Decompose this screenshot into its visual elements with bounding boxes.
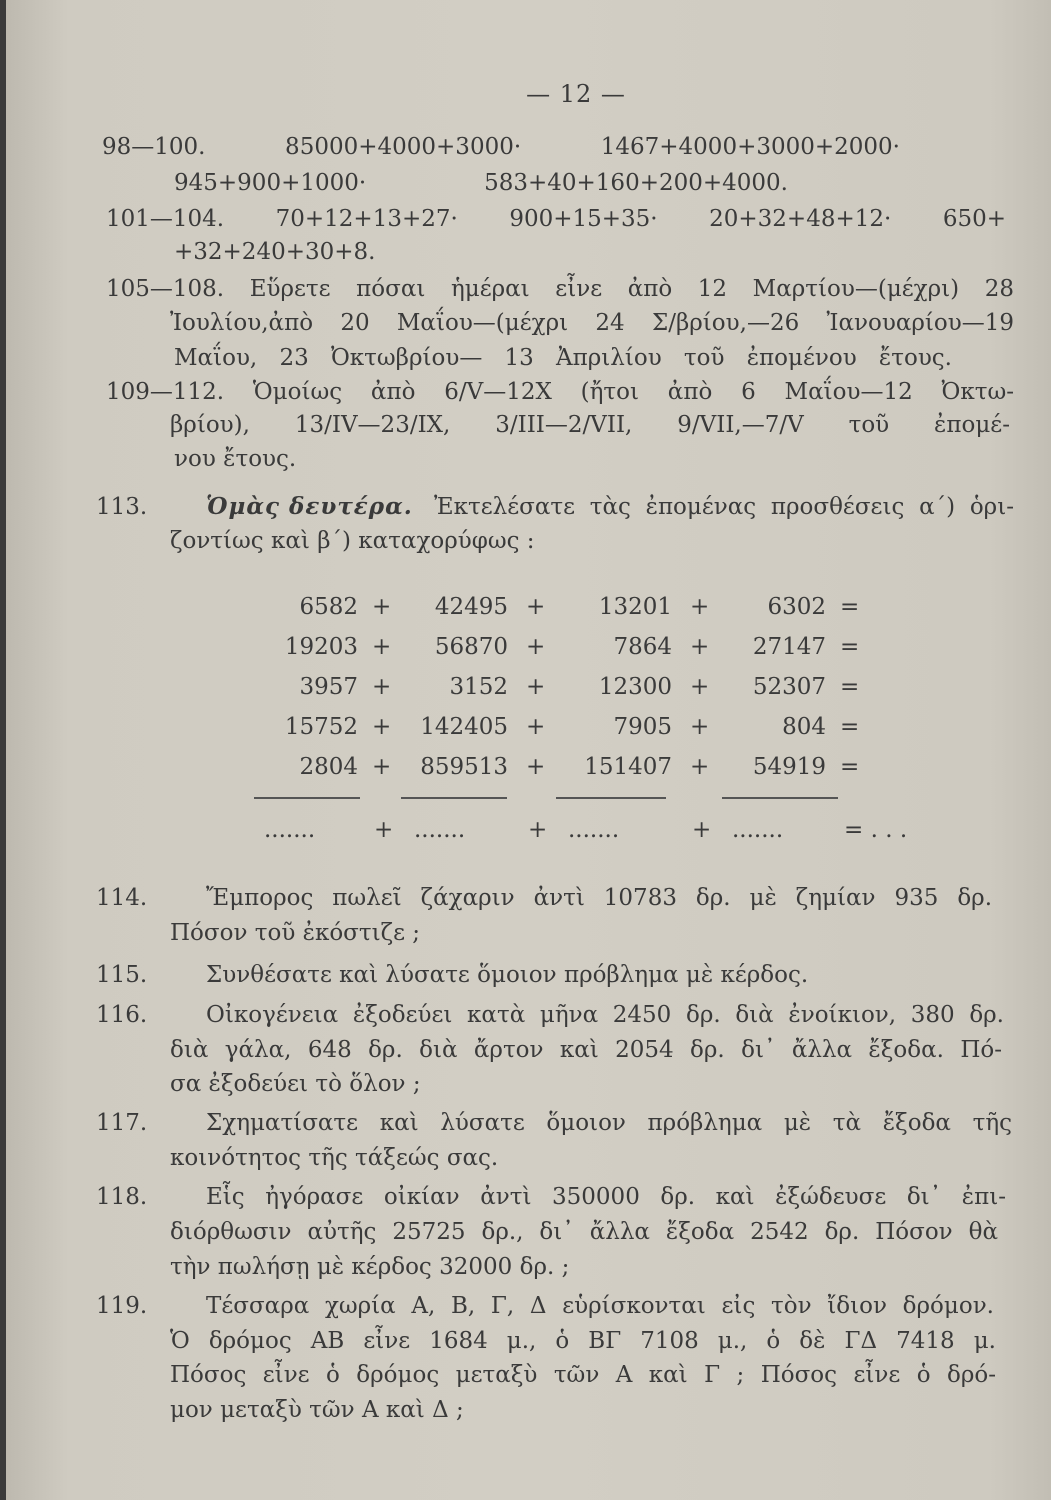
equals-sign: = (840, 714, 860, 740)
addend-cell: 56870 (434, 634, 508, 660)
sum-underline (722, 797, 838, 799)
plus-sign: + (690, 634, 710, 660)
exercise-113-line1: Ἐκτελέσατε τὰς ἐπομένας προσθέσεις α΄) ὁρι- (434, 494, 1014, 520)
equals-sign: = (840, 594, 860, 620)
plus-sign: + (690, 594, 710, 620)
addend-cell: 54919 (752, 754, 826, 780)
problem-119-line: Τέσσαρα χωρία Α, Β, Γ, Δ εὑρίσκονται εἰς τὸν ἴδιον δρόμον. (206, 1293, 994, 1319)
sum-underline (556, 797, 666, 799)
addend-cell: 42495 (434, 594, 508, 620)
exercise-109-112-line3: νου ἔτους. (174, 446, 297, 472)
plus-sign: + (372, 674, 392, 700)
sum-row (6, 815, 1051, 845)
problem-116-line: Οἰκογένεια ἐξοδεύει κατὰ μῆνα 2450 δρ. διὰ ἐνοίκιον, 380 δρ. (206, 1002, 1004, 1028)
plus-sign: + (526, 674, 546, 700)
exercise-101-104-line2: +32+240+30+8. (174, 239, 376, 265)
addition-row (6, 672, 1051, 702)
problem-114-line: Πόσον τοῦ ἐκόστιζε ; (170, 920, 421, 946)
equals-sign: = (840, 634, 860, 660)
problem-119-line: Πόσος εἶνε ὁ δρόμος μεταξὺ τῶν Α καὶ Γ ; Πόσος εἶνε ὁ δρό- (170, 1362, 996, 1388)
problem-115-number: 115. (96, 962, 148, 988)
addend-cell: 7905 (613, 714, 672, 740)
plus-sign: + (528, 817, 548, 843)
problem-118-number: 118. (96, 1184, 148, 1210)
exercise-98-100-line2: 945+900+1000· 583+40+160+200+4000. (174, 170, 788, 196)
problem-117-line: Σχηματίσατε καὶ λύσατε ὅμοιον πρόβλημα μὲ τὰ ἔξοδα τῆς (206, 1110, 1012, 1136)
addition-row (6, 592, 1051, 622)
exercise-109-112-line2: βρίου), 13/IV—23/IX, 3/III—2/VII, 9/VII,—7/V τοῦ ἐπομέ- (170, 412, 1010, 438)
problem-116-line: σα ἐξοδεύει τὸ ὅλον ; (170, 1071, 421, 1097)
addend-cell: 151407 (584, 754, 672, 780)
plus-sign: + (526, 634, 546, 660)
plus-sign: + (690, 674, 710, 700)
exercise-113-heading (206, 492, 413, 522)
page-number: — 12 — (526, 80, 626, 108)
exercise-113-number: 113. (96, 494, 148, 520)
exercise-101-104-line1: 101—104. 70+12+13+27· 900+15+35· 20+32+48+12· 650+ (106, 206, 1006, 232)
addition-row (6, 712, 1051, 742)
exercise-105-108-line3: Μαΐου, 23 Ὀκτωβρίου— 13 Ἀπριλίου τοῦ ἐπομένου ἔτους. (174, 345, 952, 371)
addend-cell: 3957 (299, 674, 358, 700)
addend-cell: 19203 (284, 634, 358, 660)
problem-119-line: μον μεταξὺ τῶν Α καὶ Δ ; (170, 1397, 464, 1423)
addend-cell: 859513 (420, 754, 508, 780)
sum-underline (254, 797, 360, 799)
sum-cell: ....... (732, 817, 784, 843)
addend-cell: 6582 (299, 594, 358, 620)
plus-sign: + (526, 594, 546, 620)
plus-sign: + (372, 594, 392, 620)
problem-119-line: Ὁ δρόμος ΑΒ εἶνε 1684 μ., ὁ ΒΓ 7108 μ., ὁ δὲ ΓΔ 7418 μ. (170, 1328, 996, 1354)
addend-cell: 2804 (299, 754, 358, 780)
sum-cell: ....... (568, 817, 620, 843)
problem-114-line: Ἔμπορος πωλεῖ ζάχαριν ἀντὶ 10783 δρ. μὲ ζημίαν 935 δρ. (206, 885, 992, 911)
equals-sign: = (840, 754, 860, 780)
plus-sign: + (372, 714, 392, 740)
problem-115-line: Συνθέσατε καὶ λύσατε ὅμοιον πρόβλημα μὲ κέρδος. (206, 962, 809, 988)
plus-sign: + (692, 817, 712, 843)
problem-114-number: 114. (96, 885, 148, 911)
addend-cell: 7864 (613, 634, 672, 660)
addend-cell: 13201 (598, 594, 672, 620)
problem-116-line: διὰ γάλα, 648 δρ. διὰ ἄρτον καὶ 2054 δρ. δι᾽ ἄλλα ἔξοδα. Πό- (170, 1037, 1002, 1063)
plus-sign: + (526, 754, 546, 780)
addend-cell: 3152 (449, 674, 508, 700)
exercise-105-108-line1: 105—108. Εὕρετε πόσαι ἡμέραι εἶνε ἀπὸ 12 Μαρτίου—(μέχρι) 28 (106, 276, 1014, 302)
group-heading: Ὁμὰς δευτέρα. (206, 493, 413, 520)
addend-cell: 804 (782, 714, 826, 740)
addend-cell: 52307 (752, 674, 826, 700)
sum-cell: ....... (414, 817, 466, 843)
plus-sign: + (690, 714, 710, 740)
problem-117-line: κοινότητος τῆς τάξεώς σας. (170, 1145, 499, 1171)
exercise-109-112-line1: 109—112. Ὁμοίως ἀπὸ 6/V—12X (ἤτοι ἀπὸ 6 Μαΐου—12 Ὀκτω- (106, 379, 1014, 405)
problem-117-number: 117. (96, 1110, 148, 1136)
problem-118-line: Εἷς ἠγόρασε οἰκίαν ἀντὶ 350000 δρ. καὶ ἐξώδευσε δι᾽ ἐπι- (206, 1184, 1006, 1210)
plus-sign: + (372, 754, 392, 780)
plus-sign: + (372, 634, 392, 660)
plus-sign: + (690, 754, 710, 780)
problem-118-line: διόρθωσιν αὐτῆς 25725 δρ., δι᾽ ἄλλα ἔξοδα 2542 δρ. Πόσον θὰ (170, 1219, 998, 1245)
exercise-113-line2: ζοντίως καὶ β΄) καταχορύφως : (170, 528, 535, 554)
plus-sign: + (526, 714, 546, 740)
addition-row (6, 752, 1051, 782)
sum-cell: ....... (264, 817, 316, 843)
addend-cell: 27147 (752, 634, 826, 660)
equals-sign: = (840, 674, 860, 700)
addition-row (6, 632, 1051, 662)
problem-118-line: τὴν πωλήσῃ μὲ κέρδος 32000 δρ. ; (170, 1254, 570, 1280)
exercise-105-108-line2: Ἰουλίου,ἀπὸ 20 Μαΐου—(μέχρι 24 Σ/βρίου,—26 Ἰανουαρίου—19 (170, 310, 1014, 336)
problem-116-number: 116. (96, 1002, 148, 1028)
addend-cell: 15752 (284, 714, 358, 740)
equals-sign: = . . . (844, 817, 908, 843)
problem-119-number: 119. (96, 1293, 148, 1319)
exercise-98-100-line1: 98—100. 85000+4000+3000· 1467+4000+3000+2000· (102, 134, 900, 160)
sum-underline (401, 797, 507, 799)
addend-cell: 142405 (420, 714, 508, 740)
addend-cell: 12300 (598, 674, 672, 700)
addend-cell: 6302 (767, 594, 826, 620)
plus-sign: + (374, 817, 394, 843)
